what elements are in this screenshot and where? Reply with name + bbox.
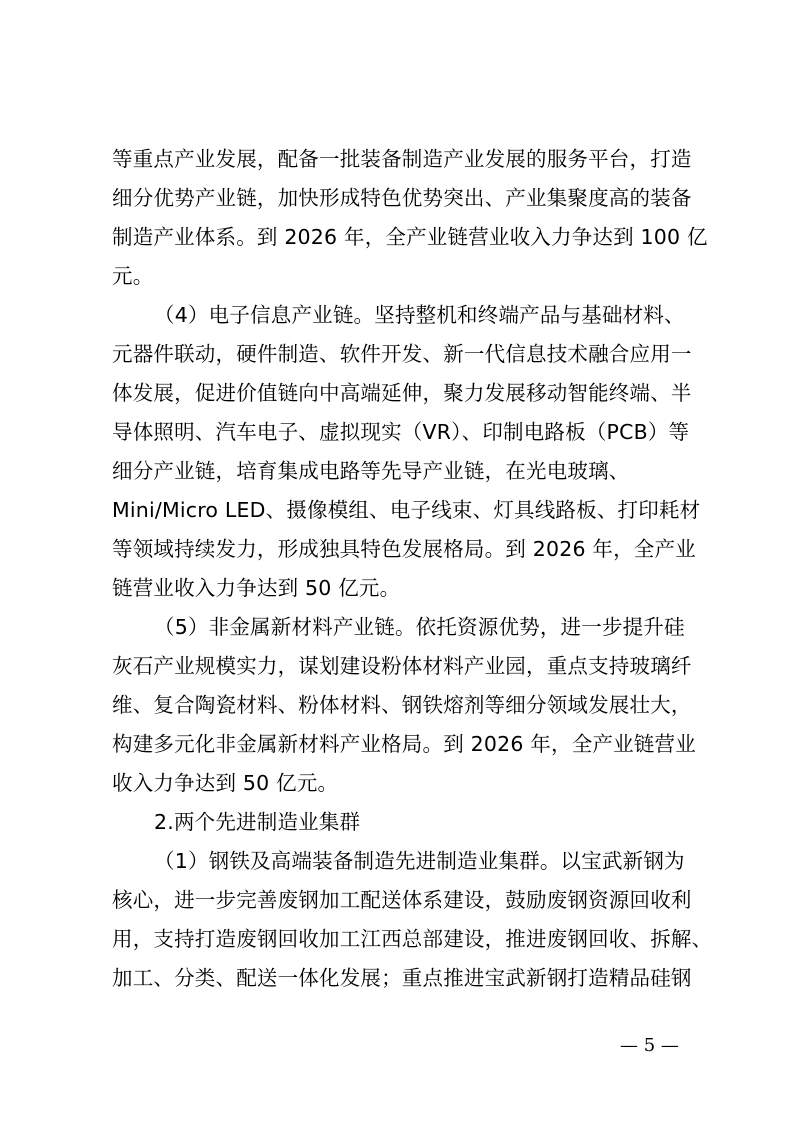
body-text-line: 加工、分类、配送一体化发展；重点推进宝武新钢打造精品硅钢: [112, 966, 692, 990]
body-text-line: 制造产业体系。到 2026 年，全产业链营业收入力争达到 100 亿: [112, 225, 708, 249]
body-text-line: 灰石产业规模实力，谋划建设粉体材料产业园，重点支持玻璃纤: [112, 654, 692, 678]
body-text-line: 链营业收入力争达到 50 亿元。: [112, 576, 401, 600]
body-text-line: 收入力争达到 50 亿元。: [112, 771, 339, 795]
body-text-line: 构建多元化非金属新材料产业格局。到 2026 年，全产业链营业: [112, 732, 696, 756]
paragraph-heading-line: （5）非金属新材料产业链。依托资源优势，进一步提升硅: [154, 615, 685, 639]
body-text-line: 等领域持续发力，形成独具特色发展格局。到 2026 年，全产业: [112, 537, 696, 561]
body-text-line: 细分优势产业链，加快形成特色优势突出、产业集聚度高的装备: [112, 186, 692, 210]
paragraph-heading-line: （1）钢铁及高端装备制造先进制造业集群。以宝武新钢为: [154, 849, 685, 873]
body-text-line: 维、复合陶瓷材料、粉体材料、钢铁熔剂等细分领域发展壮大，: [112, 693, 692, 717]
body-text-line: 核心，进一步完善废钢加工配送体系建设，鼓励废钢资源回收利: [112, 888, 692, 912]
body-text-line: 等重点产业发展，配备一批装备制造产业发展的服务平台，打造: [112, 147, 692, 171]
body-text-line: 用，支持打造废钢回收加工江西总部建设，推进废钢回收、拆解、: [112, 927, 713, 951]
body-text-line: 体发展，促进价值链向中高端延伸，聚力发展移动智能终端、半: [112, 381, 692, 405]
body-text-line: 细分产业链，培育集成电路等先导产业链，在光电玻璃、: [112, 459, 630, 483]
paragraph-heading-line: （4）电子信息产业链。坚持整机和终端产品与基础材料、: [154, 303, 685, 327]
body-text-line: 导体照明、汽车电子、虚拟现实（VR）、印制电路板（PCB）等: [112, 420, 690, 444]
body-text-line: Mini/Micro LED、摄像模组、电子线束、灯具线路板、打印耗材: [112, 498, 701, 522]
section-heading: 2.两个先进制造业集群: [154, 810, 361, 834]
body-text-line: 元。: [112, 264, 154, 288]
page-number: — 5 —: [620, 1035, 679, 1056]
body-text-line: 元器件联动，硬件制造、软件开发、新一代信息技术融合应用一: [112, 342, 692, 366]
